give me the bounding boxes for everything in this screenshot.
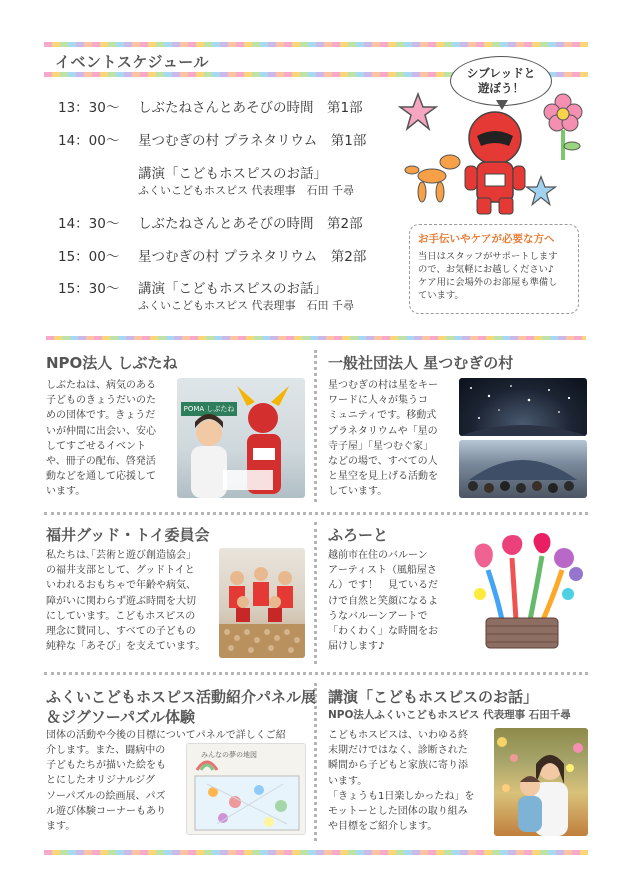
section-body-shibutane <box>46 378 176 500</box>
body-line: いわれるおもちゃで年齢や病気、 <box>46 580 196 592</box>
body-line: 私たちは､｢芸術と遊び創造協会｣ <box>46 550 191 561</box>
notice-line: ケア用に会場外のお部屋も準備し <box>418 277 558 288</box>
schedule-event: 講演「こどもホスピスのお話」 <box>138 166 327 182</box>
body-line: アーティスト（風船屋さ <box>328 565 437 577</box>
body-line: います。 <box>46 486 86 498</box>
puzzle-panel-photo <box>186 743 306 835</box>
body-line: 子どもたちが描いた絵をも <box>46 760 166 772</box>
body-line: ミュニティです。移動式 <box>328 410 437 422</box>
bubble-line: 遊ぼう！ <box>478 81 524 95</box>
speaker-photo <box>494 728 588 836</box>
section-title-lecture: 講演「こどもホスピスのお話」 <box>328 688 539 706</box>
schedule-row <box>58 96 363 116</box>
section-title-panel: ふくいこどもホスピス活動紹介パネル展 <box>46 688 317 706</box>
schedule-row <box>58 212 363 232</box>
column-divider <box>314 350 317 502</box>
schedule-time: 15：30〜 <box>58 281 120 297</box>
bottom-rainbow-stripe <box>44 850 588 855</box>
schedule-event: 星つむぎの村 プラネタリウム 第2部 <box>138 249 367 265</box>
schedule-speaker: ふくいこどもホスピス 代表理事 石田 千尋 <box>138 184 354 197</box>
body-line: などの場で、すべての人 <box>328 456 438 468</box>
schedule-event: しぶたねさんとあそびの時間 第2部 <box>138 216 363 232</box>
body-line: しています。 <box>328 486 388 498</box>
row-divider <box>44 512 588 515</box>
schedule-time: 14：30〜 <box>58 216 120 232</box>
care-notice-box <box>409 224 579 314</box>
section-body-panel <box>46 743 186 834</box>
section-title-shibutane: NPO法人 しぶたね <box>46 354 178 372</box>
flower-balloon-icon <box>540 92 586 162</box>
schedule-title: イベントスケジュール <box>55 53 209 71</box>
schedule-row <box>58 277 327 297</box>
body-line: や、冊子の配布、啓発活 <box>46 456 156 468</box>
body-line: 障がいに関わらず遊ぶ時間を大切 <box>46 595 196 607</box>
red-ranger-icon <box>455 108 535 218</box>
body-line: ます。 <box>46 821 76 833</box>
column-divider <box>314 522 317 664</box>
body-line: の福井支部として、グッドトイと <box>46 565 195 577</box>
body-line: 介します。また、闘病中の <box>46 745 166 756</box>
balloon-art-bouquet-image <box>458 530 588 655</box>
section-subtitle-lecture: NPO法人ふくいこどもホスピス 代表理事 石田千尋 <box>328 709 571 721</box>
section-divider-rainbow <box>46 336 586 340</box>
body-line: います。 <box>328 775 368 787</box>
body-line: と星空を見上げる活動を <box>328 471 438 483</box>
schedule-row <box>58 162 327 182</box>
section-title-hoshitsumugi: 一般社団法人 星つむぎの村 <box>328 354 514 372</box>
speech-bubble <box>450 56 552 106</box>
section-body-goodtoy <box>46 548 216 654</box>
body-line: ん）です！ 見ているだ <box>328 580 438 592</box>
body-line: うなバルーンアートで <box>328 610 428 622</box>
body-line: 「きょうも1日楽しかったね」を <box>328 790 475 802</box>
body-line: ワードに人々が集うコ <box>328 395 428 407</box>
body-line: けで自然と笑顔になるよ <box>328 595 438 607</box>
photo-sign: POMA しぶたね <box>181 402 237 416</box>
body-line: とにしたオリジナルジグ <box>46 775 156 787</box>
section-body-panel-intro: 団体の活動や今後の目標についてパネルで詳しくご紹 <box>46 730 286 741</box>
schedule-row <box>58 245 366 265</box>
body-line: 末期だけではなく、診断された <box>328 745 468 757</box>
schedule-time: 13：30〜 <box>58 100 120 116</box>
body-line: ソーパズルの絵画展、パズ <box>46 790 166 802</box>
body-line: 星つむぎの村は星をキー <box>328 380 438 391</box>
notice-line: ので、お気軽にお越しください♪ <box>418 264 554 275</box>
goodtoy-photo <box>219 548 305 658</box>
body-line: ル遊び体験コーナーもあり <box>46 805 166 817</box>
body-line: 寺子屋」「星つむぐ家」 <box>328 440 433 452</box>
body-line: 動などを通して応援して <box>46 471 156 483</box>
section-title-panel-sub: ＆ジグソーパズル体験 <box>46 708 195 726</box>
bubble-line: シブレッドと <box>466 66 536 80</box>
body-line: モットーとした団体の取り組み <box>328 806 468 818</box>
body-line: めの団体です。きょうだ <box>46 410 156 422</box>
body-line: や目標をご紹介します。 <box>328 821 438 833</box>
schedule-event: 講演「こどもホスピスのお話」 <box>138 281 327 297</box>
notice-line: 当日はスタッフがサポートします <box>418 251 558 262</box>
planetarium-audience-photo <box>459 440 587 498</box>
schedule-event: 星つむぎの村 プラネタリウム 第1部 <box>138 133 367 149</box>
body-line: こどもホスピスは、いわゆる終 <box>328 730 468 741</box>
body-line: いが仲間に出会い、安心 <box>46 425 156 437</box>
body-line: 理念に賛同し、すべての子どもの <box>46 626 196 638</box>
top-rainbow-stripe <box>44 42 588 47</box>
section-title-furoto: ふろーと <box>328 526 389 544</box>
body-line: 届けします♪ <box>328 641 385 653</box>
body-line: しぶたねは、病気のある <box>46 380 156 391</box>
notice-body <box>418 250 570 302</box>
star-icon <box>398 92 438 132</box>
body-line: 瞬間から子どもと家族に寄り添 <box>328 760 468 772</box>
section-body-hoshitsumugi <box>328 378 456 500</box>
body-line: 子どものきょうだいのた <box>46 395 156 407</box>
body-line: 純粋な「あそび」を支えています。 <box>46 641 206 653</box>
body-line: 越前市在住のバルーン <box>328 550 428 561</box>
notice-line: ています。 <box>418 290 464 301</box>
section-title-goodtoy: 福井グッド・トイ委員会 <box>46 526 210 544</box>
body-line: にしています。こどもホスピスの <box>46 610 196 622</box>
schedule-time: 15：00〜 <box>58 249 120 265</box>
schedule-row <box>58 129 366 149</box>
notice-title: お手伝いやケアが必要な方へ <box>418 233 555 245</box>
section-body-furoto <box>328 548 452 654</box>
balloon-dog-icon <box>402 150 462 206</box>
schedule-time: 14：00〜 <box>58 133 120 149</box>
schedule-speaker: ふくいこどもホスピス 代表理事 石田 千尋 <box>138 299 354 312</box>
shibutane-photo <box>177 378 305 498</box>
schedule-event: しぶたねさんとあそびの時間 第1部 <box>138 100 363 116</box>
section-body-lecture <box>328 728 488 834</box>
body-line: プラネタリウムや「星の <box>328 425 438 437</box>
row-divider <box>44 672 588 675</box>
puzzle-panel-title: みんなの夢の地図 <box>201 751 257 759</box>
body-line: 「わくわく」な時間をお <box>328 626 438 638</box>
planetarium-photo <box>459 378 587 436</box>
body-line: してすごせるイベント <box>46 440 146 452</box>
